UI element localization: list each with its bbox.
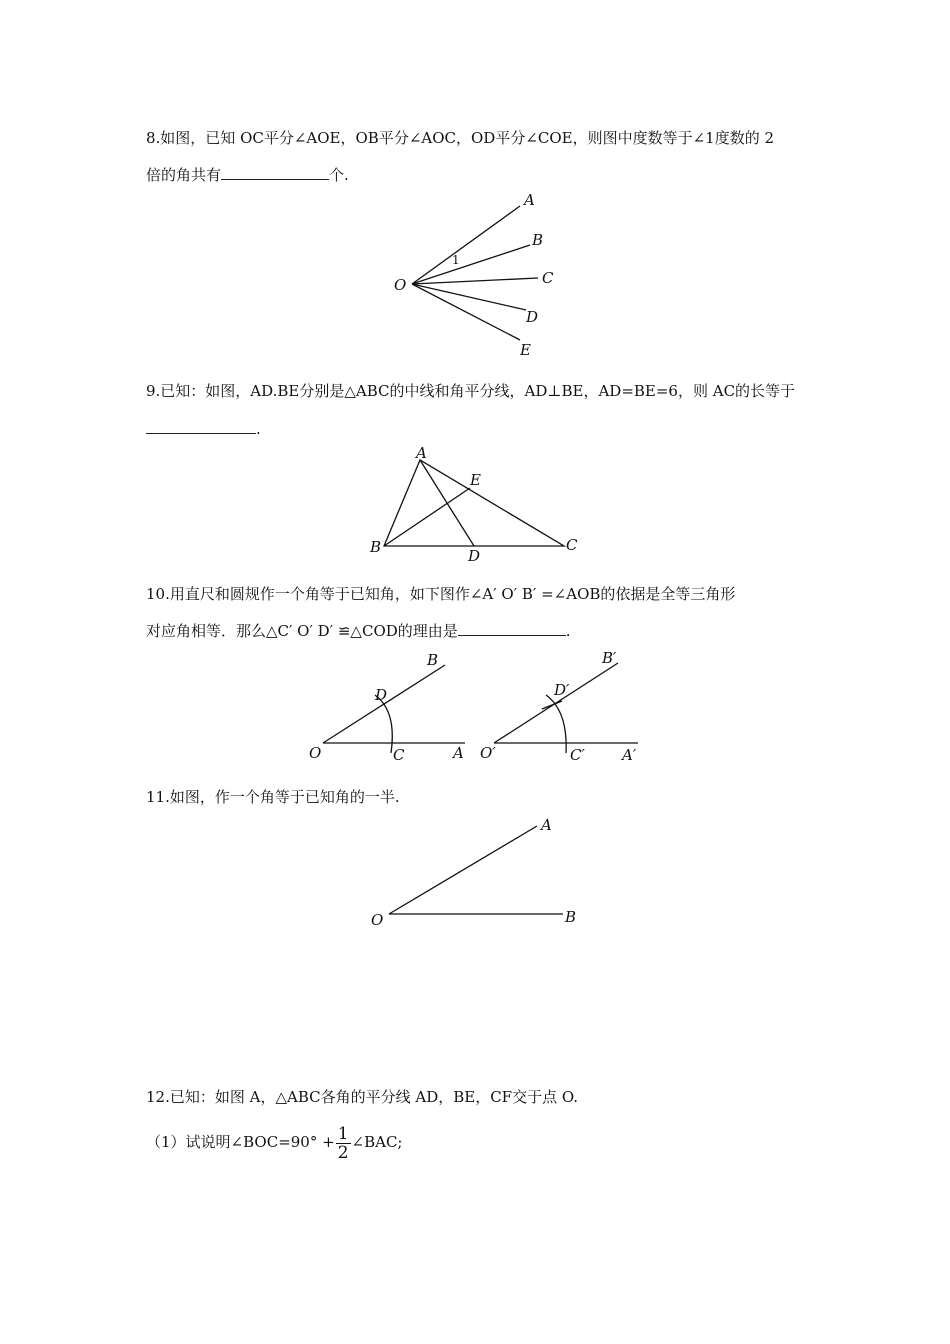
q12-part1-pre: （1）试说明∠BOC=90° +: [146, 1133, 335, 1151]
arc-intersection-mark: [542, 701, 562, 709]
q10-answer-blank[interactable]: [458, 621, 566, 636]
q10-figure-left: [305, 645, 480, 770]
q11-text-line1: 11.如图，作一个角等于已知角的一半.: [146, 788, 400, 806]
label-d-prime: D′: [554, 681, 570, 699]
fraction-one-half: [336, 1125, 351, 1162]
q8-text-line2: [146, 164, 349, 186]
q8-text-post: 个.: [329, 166, 349, 184]
ray-oa: [412, 206, 520, 284]
label-d: D: [468, 547, 481, 565]
label-b: B: [370, 538, 382, 556]
q8-text-pre: 倍的角共有: [146, 166, 222, 184]
q11-figure: [365, 810, 595, 935]
label-a: A: [524, 191, 535, 209]
q12-part1-post: ∠BAC;: [351, 1133, 403, 1151]
fraction-denominator: 2: [337, 1142, 349, 1163]
label-o: O: [394, 276, 407, 294]
q9-figure: [364, 440, 594, 570]
q8-answer-blank[interactable]: [221, 165, 329, 180]
q10-text-post: .: [565, 622, 571, 640]
q8-figure: [380, 188, 580, 368]
q10-text-line2: [146, 620, 571, 642]
q10-text-line1: 10.用直尺和圆规作一个角等于已知角，如下图作∠A′ O′ B′ =∠AOB的依据是全等三角形: [146, 585, 736, 603]
label-b-prime: B′: [602, 649, 617, 667]
ray-oe: [412, 284, 520, 340]
ray-oa: [389, 826, 537, 914]
label-c: C: [393, 746, 405, 764]
label-a: A: [453, 744, 464, 762]
q9-text-post: .: [256, 420, 261, 438]
q8-text-line1: 8.如图，已知 OC平分∠AOE，OB平分∠AOC，OD平分∠COE，则图中度数等于∠1度数的 2: [146, 129, 775, 147]
label-o: O: [371, 911, 384, 929]
label-a-prime: A′: [622, 746, 637, 764]
label-e: E: [470, 471, 481, 489]
q12-text-line1: 12.已知：如图 A，△ABC各角的平分线 AD，BE，CF交于点 O.: [146, 1088, 579, 1106]
label-c: C: [542, 269, 554, 287]
q9-text-line2: [146, 418, 261, 440]
q9-answer-blank[interactable]: [146, 419, 256, 434]
label-o: O: [309, 744, 322, 762]
label-c-prime: C′: [570, 746, 585, 764]
label-c: C: [566, 536, 578, 554]
label-a: A: [541, 816, 552, 834]
q9-text-line1: 9.已知：如图，AD.BE分别是△ABC的中线和角平分线，AD⊥BE，AD=BE=6，则 AC的长等于: [146, 382, 796, 400]
q10-text-pre: 对应角相等．那么△C′ O′ D′ ≌△COD的理由是: [146, 622, 458, 640]
label-b: B: [565, 908, 577, 926]
ray-ob: [412, 245, 530, 284]
label-a: A: [416, 444, 427, 462]
label-d: D: [526, 308, 539, 326]
label-b: B: [427, 651, 439, 669]
bisector-be: [384, 488, 470, 546]
fraction-numerator: 1: [337, 1123, 349, 1144]
q12-part1: [146, 1122, 402, 1162]
label-o-prime: O′: [480, 744, 496, 762]
label-b: B: [532, 231, 544, 249]
q10-figure-right: [480, 645, 665, 770]
angle-1-label: 1: [452, 253, 460, 267]
ray-od: [412, 284, 526, 310]
label-d: D: [375, 686, 388, 704]
ray-oc: [412, 278, 538, 284]
label-e: E: [520, 341, 531, 359]
